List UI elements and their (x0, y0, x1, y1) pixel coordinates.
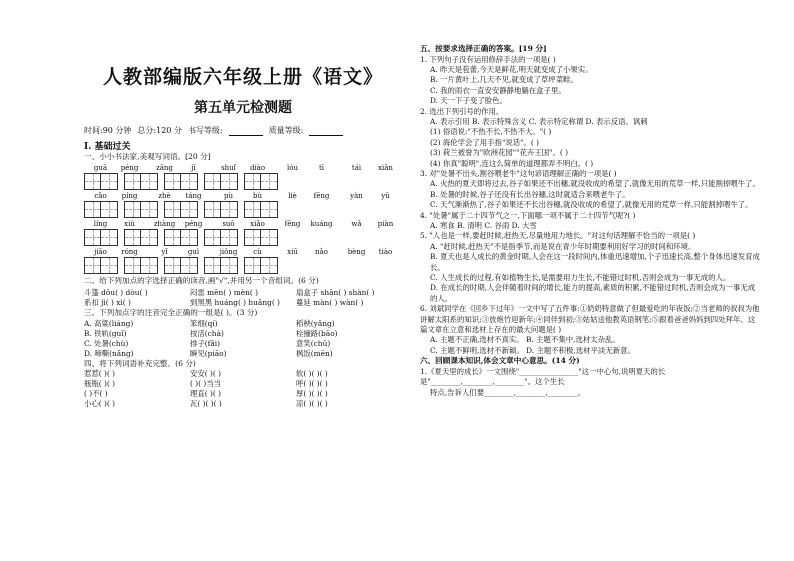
s3-item: B. 铁轨(guǐ) (84, 328, 127, 338)
page-subtitle: 第五单元检测题 (194, 100, 292, 116)
pinyin-pair (214, 164, 272, 173)
writing-cell[interactable] (124, 173, 141, 190)
question-line: 5. "人也是一样,要赶时候,赶热天,尽量地用力地长。"对这句话理解不恰当的一项是( ) (420, 231, 696, 241)
word-box[interactable] (244, 229, 278, 246)
word-box[interactable] (164, 201, 198, 218)
s4-item[interactable]: 呼( )( )( ) (296, 379, 328, 388)
pinyin-label: yǔ (381, 191, 390, 200)
question-line: A. 昨天是苞蕾,今天是鲜花,明天就变成了小果实。 (430, 64, 593, 74)
pinyin-label: yǐ (161, 247, 168, 256)
section3-items (84, 319, 402, 359)
question-line: (4) 你真"聪明",连这么简单的道理都弄不明白。( ) (430, 158, 594, 168)
writing-cell[interactable] (101, 173, 118, 190)
pinyin-label: tái (351, 163, 362, 172)
pinyin-label: xiǎo (250, 219, 265, 228)
writing-cell[interactable] (261, 257, 278, 274)
pinyin-pair (278, 164, 336, 173)
word-box[interactable] (244, 173, 278, 190)
question-line: 2. 选出下列引号的作用。 (420, 106, 504, 116)
pinyin-label: pù (224, 191, 233, 200)
word-box[interactable] (164, 173, 198, 190)
s3-item: D. 啼嘶(nǎng) (84, 348, 134, 358)
writing-grade-blank[interactable] (229, 125, 263, 136)
section3-heading: 三、下列加点字的注音完全正确的一组是( )。(3 分) (84, 308, 258, 317)
writing-cell[interactable] (204, 173, 221, 190)
s4-item[interactable]: 安安( )( ) (190, 369, 222, 378)
pinyin-pair (342, 220, 400, 229)
word-box[interactable] (84, 201, 118, 218)
question-line: C. 我的雨衣一直安安静静地躺在盒子里。 (430, 85, 566, 95)
writing-cell[interactable] (84, 257, 101, 274)
pinyin-label: lóu (287, 163, 298, 172)
s2-item[interactable]: 系扣 jì( ) xì( ) (84, 298, 131, 307)
writing-cell[interactable] (181, 257, 198, 274)
pinyin-label: píng (121, 191, 138, 200)
section2-heading: 二、给下列加点的字选择正确的读音,画"√",并用另一个音组词。(6 分) (84, 275, 319, 285)
pinyin-row (84, 164, 402, 173)
pinyin-pair (278, 220, 336, 229)
pinyin-pair (342, 192, 400, 201)
pinyin-label: zhàng (153, 219, 176, 228)
pinyin-row (84, 192, 402, 201)
pinyin-pair (342, 248, 400, 257)
s4-item[interactable]: 惹惹( )( ) (84, 369, 116, 378)
writing-cell[interactable] (221, 229, 238, 246)
writing-cell[interactable] (101, 229, 118, 246)
s4-item[interactable]: 瓶瓶( )( ) (84, 379, 116, 388)
pinyin-label: liè (288, 191, 297, 200)
writing-cell[interactable] (204, 201, 221, 218)
section4-items (84, 369, 402, 409)
s3-item: C. 处暑(chù) (84, 338, 129, 348)
s3-item: 意笑(chū) (296, 338, 331, 348)
question-line: D. 在成长的时期,人会伴随着时间的增长,能力的提高,素质的积累,不能错过时机,否则会成为一事无成的人。 (430, 283, 756, 303)
pinyin-label: jiāo (94, 247, 107, 256)
writing-cell[interactable] (244, 173, 261, 190)
pinyin-pair (86, 220, 144, 229)
writing-cell[interactable] (141, 173, 158, 190)
pinyin-label: zāng (156, 163, 173, 172)
word-box[interactable] (124, 229, 158, 246)
question-line: 4. "处暑"属于二十四节气之一,下面哪一项不属于二十四节气呢?( ) (420, 210, 636, 220)
s4-item[interactable]: ( )( )当当 (190, 379, 222, 388)
pinyin-pair (86, 164, 144, 173)
writing-cell[interactable] (124, 229, 141, 246)
writing-cell[interactable] (164, 229, 181, 246)
pinyin-label: xiù (124, 219, 135, 228)
writing-cell[interactable] (221, 201, 238, 218)
pinyin-label: piàn (377, 219, 394, 228)
question-line: 6. 刘斌同学在《回乡下过年》一文中写了五件事:①奶奶特意做了但最爱吃的年夜饭;②当老师的叔叔为他讲解太阳系的知识;③放炮竹迎新年;④同伴到初;⑤姑姑送他教英语钢笔;⑤跟着爸爸妈妈到四处拜年。这篇文章在立意和选材上存在的最大问题是( ) (420, 304, 760, 335)
writing-cell[interactable] (204, 257, 221, 274)
question-line: A. 火热的夏天即将过去,谷子如果还不出穗,就没收成的希望了,就像无用的荒草一样,只能割掉喂牛了。 (430, 179, 760, 189)
pinyin-pair (278, 192, 336, 201)
word-box[interactable] (204, 257, 238, 274)
pinyin-writing-grid (84, 164, 402, 274)
writing-cell[interactable] (181, 229, 198, 246)
section5-body (420, 55, 760, 357)
s3-item: 按活(chà) (190, 328, 224, 338)
section6-heading: 六、回顾课本知识,体会文章中心意思。(14 分) (420, 356, 580, 366)
left-column (84, 44, 402, 409)
s4-item[interactable]: 软( )( )( ) (296, 369, 328, 378)
pinyin-pair (150, 164, 208, 173)
pinyin-pair (214, 248, 272, 257)
question-line: A. 寒食 B. 清明 C. 谷雨 D. 大雪 (430, 221, 537, 230)
question-line: C. 天气渐渐热了,谷子如果还不长出谷穗,就没收成的希望了,就像无用的荒草一样,只能割掉喂牛了。 (430, 200, 753, 210)
pinyin-label: bù (253, 191, 262, 200)
pinyin-pair (278, 248, 336, 257)
word-box[interactable] (124, 257, 158, 274)
s3-item: 栓撞路(bāo) (296, 328, 338, 338)
word-box[interactable] (124, 173, 158, 190)
section4-heading: 四、将下列词语补充完整。(6 分) (84, 358, 196, 368)
pinyin-pair (86, 192, 144, 201)
pinyin-label: wǎ (351, 219, 362, 228)
writing-box-row (84, 257, 402, 274)
question-line: B. 处暑的时候,谷子还没有长出谷穗,这时就适合来喂老牛了。 (430, 189, 630, 199)
s3-item: 稻秧(yǎng) (296, 318, 335, 328)
question-line: 3. 对"处暑不出头,割谷喂老牛"这句谚语理解正确的一项是( ) (420, 168, 617, 178)
question-line[interactable]: 1.《夏天里的成长》一文围绕"________________"这一中心句,说明夏天的长是"________,________,________"。这个生长 (420, 366, 666, 387)
question-line: (2) 海伦学会了用手指"说话"。( ) (430, 137, 540, 147)
s4-item[interactable]: ( )不( ) (84, 389, 108, 398)
word-box[interactable] (244, 201, 278, 218)
word-box[interactable] (164, 257, 198, 274)
question-line: B. 夏天也是人成长的黄金时期,人会在这一段时间内,体重迅速增加,个子迅速长高,整个身体迅速发育成长。 (430, 252, 760, 272)
pinyin-label: bèng (347, 247, 366, 256)
pinyin-label: guā (93, 163, 108, 172)
writing-cell[interactable] (261, 201, 278, 218)
s3-item: 枫饭(mēn) (296, 348, 333, 358)
question-line[interactable]: 特点,告诉人们要________,________,________。 (430, 387, 585, 397)
s2-item[interactable]: 到黑黑 huáng( ) huǎng( ) (190, 298, 280, 307)
pinyin-label: péng (120, 163, 139, 172)
writing-cell[interactable] (101, 257, 118, 274)
question-line: 1. 下列句子没有运用修辞手法的一项是( ) (420, 54, 556, 64)
s4-item[interactable]: 瓦( )( )( ) (190, 399, 222, 408)
s4-item[interactable]: 厚( )( )( ) (296, 389, 328, 398)
pinyin-label: jī (191, 163, 196, 172)
word-box[interactable] (84, 229, 118, 246)
s2-item[interactable]: 扇盒子 shān( ) shàn( ) (296, 288, 375, 297)
pinyin-pair (150, 192, 208, 201)
info-line (84, 125, 402, 136)
pinyin-label: fēng (284, 219, 301, 228)
pinyin-label: tiào (378, 247, 393, 256)
s3-item: A. 高粱(liáng) (84, 318, 134, 328)
pinyin-label: líng (93, 219, 108, 228)
question-line: C. 人生成长的过程,有如植物生长,是需要用力生长,不能错过时机,否则会成为一事无成的人。 (430, 273, 731, 283)
writing-cell[interactable] (84, 201, 101, 218)
writing-cell[interactable] (244, 201, 261, 218)
writing-cell[interactable] (141, 201, 158, 218)
pinyin-pair (150, 220, 208, 229)
writing-cell[interactable] (261, 173, 278, 190)
question-line: B. 一片黄叶上,几天不见,就变成了草坪菜畦。 (430, 75, 578, 85)
pinyin-label: cǎo (94, 191, 107, 200)
writing-grade-label: 书写等级: (187, 126, 223, 135)
pinyin-label: diào (249, 163, 266, 172)
part-heading: Ⅰ. 基础过关 (84, 142, 131, 152)
pinyin-pair (214, 220, 272, 229)
page-title: 人教部编版六年级上册《语文》 (102, 66, 383, 88)
pinyin-row (84, 220, 402, 229)
pinyin-pair (150, 248, 208, 257)
word-box[interactable] (244, 257, 278, 274)
section1-heading: 一、小小书法家,美观写词语。[20 分] (84, 152, 211, 161)
section2-items (84, 288, 402, 308)
writing-cell[interactable] (124, 201, 141, 218)
s2-item[interactable]: 蔓延 màn( ) wàn( ) (296, 298, 364, 307)
writing-cell[interactable] (221, 173, 238, 190)
word-box[interactable] (204, 229, 238, 246)
pinyin-label: cù (253, 247, 262, 256)
question-line: (3) 荷兰被誉为"欧洲花园""花卉王国"。( ) (430, 148, 569, 158)
pinyin-pair (342, 164, 400, 173)
quality-grade-label: 质量等级: (268, 126, 304, 135)
pinyin-label: nǎo (315, 247, 328, 256)
writing-box-row (84, 229, 402, 246)
word-box[interactable] (164, 229, 198, 246)
question-line: A. "赶时候,赶热天"不是指季节,而是说在青少年时期要利用好学习的时间和环境。 (430, 241, 696, 251)
writing-cell[interactable] (204, 229, 221, 246)
question-line: D. 天一下子变了脸色。 (430, 96, 507, 106)
word-box[interactable] (204, 173, 238, 190)
word-box[interactable] (124, 201, 158, 218)
section6-body (420, 367, 760, 398)
s4-item[interactable]: 小心( )( ) (84, 399, 116, 408)
pinyin-label: tī (318, 163, 325, 172)
writing-cell[interactable] (244, 229, 261, 246)
s3-item: 排子(fǎi) (190, 338, 221, 348)
pinyin-pair (86, 248, 144, 257)
pinyin-pair (214, 192, 272, 201)
question-line: (1) 俗语说:"不热不长,不热不大。"( ) (430, 127, 552, 137)
s4-item[interactable]: 凉( )( )( ) (296, 399, 328, 408)
word-box[interactable] (84, 257, 118, 274)
pinyin-label: zhè (158, 191, 171, 200)
writing-cell[interactable] (141, 257, 158, 274)
score-label: 总分:120 分 (137, 126, 182, 135)
s3-item: 瞬见(piāo) (190, 348, 227, 358)
writing-cell[interactable] (141, 229, 158, 246)
writing-cell[interactable] (84, 229, 101, 246)
writing-cell[interactable] (181, 173, 198, 190)
s2-item[interactable]: 闷雷 mēn( ) mèn( ) (190, 288, 258, 297)
pinyin-label: róng (121, 247, 138, 256)
writing-cell[interactable] (101, 201, 118, 218)
writing-cell[interactable] (181, 201, 198, 218)
writing-box-row (84, 173, 402, 190)
writing-cell[interactable] (164, 257, 181, 274)
pinyin-label: jiǒng (219, 247, 238, 256)
s4-item[interactable]: 理直( )( ) (190, 389, 222, 398)
pinyin-label: fēng (313, 191, 330, 200)
writing-cell[interactable] (244, 257, 261, 274)
pinyin-label: táng (185, 191, 202, 200)
writing-box-row (84, 201, 402, 218)
time-label: 时间:90 分钟 (84, 126, 132, 135)
right-column (420, 44, 760, 398)
pinyin-label: xiū (287, 247, 298, 256)
question-line: A. 表示引用 B. 表示特殊含义 C. 表示特定称谓 D. 表示反语、讽刺 (430, 116, 648, 126)
question-line: A. 主题不正确,选材不真实。 B. 主题不集中,选材太杂乱。 (430, 335, 620, 345)
word-box[interactable] (204, 201, 238, 218)
pinyin-label: suō (222, 219, 235, 228)
writing-cell[interactable] (261, 229, 278, 246)
writing-cell[interactable] (221, 257, 238, 274)
writing-cell[interactable] (164, 201, 181, 218)
question-line: C. 主题不鲜明,选材不新颖。 D. 主题不积极,选材平淡无新意。 (430, 345, 635, 355)
pinyin-label: guì (187, 247, 200, 256)
pinyin-label: kuáng (310, 219, 333, 228)
s3-item: 笨细(qí) (190, 318, 218, 328)
pinyin-row (84, 248, 402, 257)
pinyin-label: shuǐ (221, 163, 236, 172)
s2-item[interactable]: 斗篷 dǒu( ) dòu( ) (84, 288, 148, 297)
section5-heading: 五、按要求选择正确的答案。[19 分] (420, 44, 547, 53)
quality-grade-blank[interactable] (309, 125, 343, 136)
pinyin-label: péng (184, 219, 203, 228)
word-box[interactable] (84, 173, 118, 190)
pinyin-label: xiǎn (378, 163, 393, 172)
writing-cell[interactable] (84, 173, 101, 190)
pinyin-label: yàn (350, 191, 363, 200)
writing-cell[interactable] (164, 173, 181, 190)
writing-cell[interactable] (124, 257, 141, 274)
